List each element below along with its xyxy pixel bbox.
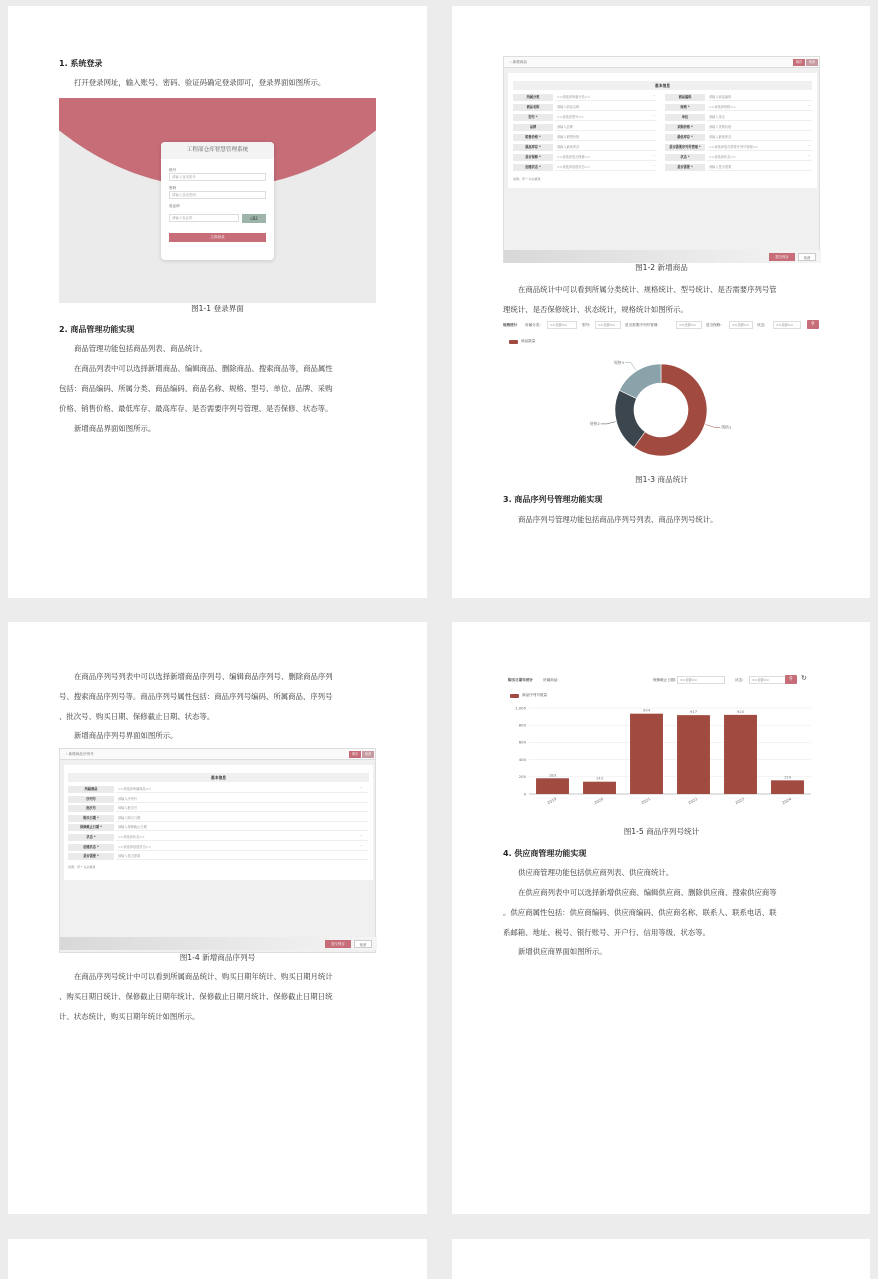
form-field-input[interactable]: 请输入是否需要 (707, 164, 812, 171)
paragraph-statistics (503, 280, 833, 320)
chevron-down-icon: ⌄ (653, 93, 656, 97)
form-field-input[interactable]: 请输入批次号 (116, 805, 368, 812)
slice-label: 规格1 (721, 424, 732, 430)
section-heading-serial: 3. 商品序列号管理功能实现 (503, 495, 603, 504)
password-label: 密码 (169, 186, 177, 190)
paragraph-line: 号、搜索商品序列号等。商品序列号属性包括：商品序列号编码、所属商品、序列号 (59, 692, 333, 701)
captcha-image[interactable]: cB2 (242, 214, 266, 223)
paragraph-line: 计、状态统计，购买日期年统计如图所示。 (59, 1012, 200, 1021)
form-field-input[interactable]: 请输入单位 (707, 114, 812, 121)
y-tick-label: 400 (518, 756, 526, 762)
pie-slice (619, 364, 661, 399)
section-heading-product: 2. 商品管理功能实现 (59, 325, 135, 334)
paragraph-line: 在商品序列号统计中可以看到所属商品统计、购买日期年统计、购买日期月统计 (74, 972, 333, 981)
figure-caption: 图1-5 商品序列号统计 (623, 827, 700, 836)
spec-stats-chart-figure (503, 320, 820, 470)
chevron-down-icon: ⌄ (360, 842, 363, 847)
form-header-title: 新增商品 (512, 60, 527, 64)
form-field-label: 最低库存 * (665, 134, 705, 141)
y-tick-label: 800 (518, 722, 526, 728)
filter-title: 规格统计 (503, 323, 518, 327)
paragraph-line: 包括：商品编码、所属分类、商品编码、商品名称、规格、型号、单位、品牌、采购 (59, 384, 333, 393)
login-title: 工程部仓库智慧管理系统 (161, 142, 274, 159)
slice-label-line (706, 425, 721, 428)
paragraph-line: 在商品序列号列表中可以选择新增商品序列号、编辑商品序列号、删除商品序列 (74, 672, 333, 681)
form-header-title: 新增商品序列号 (68, 752, 94, 756)
captcha-label: 验证码 (169, 204, 180, 208)
form-field-label: 单位 (665, 114, 705, 121)
paragraph-line: 。供应商属性包括：供应商编码、供应商编码、供应商名称、联系人、联系电话、联 (503, 908, 777, 917)
bar (771, 780, 804, 794)
x-tick-label: 2023 (734, 796, 746, 806)
figure-caption: 图1-1 登录界面 (191, 304, 244, 313)
x-tick-label: 2020 (593, 796, 605, 806)
paragraph-serial-statistics (59, 967, 389, 1027)
form-field-select[interactable]: ==请选择型号== (555, 114, 657, 121)
form-card (508, 73, 817, 188)
form-field-select[interactable]: ==请选择是否保修== (555, 154, 657, 161)
form-field-label: 规格 * (665, 104, 705, 111)
bar (677, 715, 710, 794)
cancel-button[interactable]: 取消 (806, 59, 818, 66)
form-field-input[interactable]: 请输入品牌 (555, 124, 657, 131)
section-heading-supplier: 4. 供应商管理功能实现 (503, 849, 587, 858)
form-field-select[interactable]: ==请选择状态== (707, 154, 812, 161)
form-field-label: 状态 * (68, 834, 114, 841)
form-header (60, 749, 375, 760)
form-field-label: 序列号 (68, 796, 114, 803)
bar (724, 715, 757, 794)
x-tick-label: 2022 (687, 796, 699, 806)
form-field-select[interactable]: ==请选择规格== (707, 104, 812, 111)
slice-label: 规格3 (613, 360, 624, 366)
form-field-label: 创建状态 * (513, 164, 553, 171)
paragraph-line: 在商品列表中可以选择新增商品、编辑商品、删除商品、搜索商品等，商品属性 (74, 364, 333, 373)
document-page-3 (8, 622, 427, 1214)
form-field-label: 品牌 (513, 124, 553, 131)
cancel-button[interactable]: 取消 (362, 751, 374, 758)
footer-cancel-button[interactable]: 取消 (354, 940, 372, 948)
captcha-input[interactable]: 请输入验证码 (169, 214, 239, 222)
bar-value-label: 934 (642, 707, 651, 713)
paragraph-line: 价格、销售价格、最低库存、最高库存、是否需要序列号管理、是否保修、状态等。 (59, 404, 333, 413)
form-field-label: 状态 * (665, 154, 705, 161)
paragraph: 新增供应商界面如图所示。 (518, 947, 607, 956)
figure-caption: 图1-4 新增商品序列号 (179, 953, 256, 962)
paragraph-supplier-attributes (503, 883, 833, 943)
section-heading-login: 1. 系统登录 (59, 59, 103, 68)
bar-value-label: 917 (689, 709, 698, 715)
filter-select[interactable] (563, 676, 621, 684)
form-field-select[interactable]: ==请选择所属分类== (555, 94, 657, 101)
slice-label-line (625, 363, 636, 371)
form-field-label: 商品编码 (665, 94, 705, 101)
form-field-select[interactable]: ==请选择创建状态== (555, 164, 657, 171)
form-field-input[interactable]: 请输入最高库存 (555, 144, 657, 151)
search-icon[interactable]: ⚲ (785, 675, 797, 684)
form-field-input[interactable]: 请输入购买日期 (116, 815, 368, 822)
x-tick-label: 2021 (640, 796, 652, 806)
legend-label: 商品序列号数量 (522, 693, 548, 697)
form-field-label: 创建状态 * (68, 844, 114, 851)
y-tick-label: 200 (518, 774, 526, 780)
form-note: 说明：带 * 为必填项 (68, 865, 96, 869)
figure-caption: 图1-3 商品统计 (635, 475, 688, 484)
form-field-input[interactable]: 请输入保修截止日期 (116, 824, 368, 831)
new-product-form-figure (503, 56, 820, 263)
filter-label: 型号: (582, 323, 591, 327)
form-field-input[interactable]: 请输入序列号 (116, 796, 368, 803)
section-title: 基本信息 (68, 773, 369, 782)
legend-label: 商品数量 (521, 339, 536, 343)
save-button[interactable]: 保存 (349, 751, 361, 758)
bar (536, 778, 569, 794)
paragraph-line: 理统计、是否保修统计、状态统计，规格统计如图所示。 (503, 305, 688, 314)
form-field-input[interactable]: 请输入采购价格 (707, 124, 812, 131)
form-field-input[interactable]: 请输入最低库存 (707, 134, 812, 141)
form-header (504, 57, 819, 68)
login-card (161, 142, 274, 260)
paragraph: 商品管理功能包括商品列表、商品统计。 (74, 344, 208, 353)
filter-label: 是否需要序列号管理: (625, 323, 659, 327)
form-field-label: 保修截止日期 * (68, 824, 114, 831)
chevron-down-icon: ⌄ (653, 153, 656, 157)
form-field-select[interactable]: ==请选择是否需要序列号管理== (707, 144, 812, 151)
form-card (64, 765, 373, 880)
document-page-4 (452, 622, 870, 1214)
form-field-label: 采购价格 * (665, 124, 705, 131)
filter-label: 所属商品: (543, 678, 559, 682)
form-field-select[interactable]: ==请选择所属商品== (116, 786, 368, 793)
paragraph-line: 系邮箱、地址、税号、银行账号、开户行、信用等级、状态等。 (503, 928, 710, 937)
account-label: 账号 (169, 168, 177, 172)
filter-label: 保修截止日期: (653, 678, 676, 682)
y-tick-label: 1,000 (515, 705, 526, 711)
login-screenshot-figure (59, 98, 376, 303)
password-input[interactable]: 请输入登录密码 (169, 191, 266, 199)
form-field-label: 最高库存 * (513, 144, 553, 151)
chevron-down-icon: ⌄ (808, 143, 811, 147)
purchase-year-chart-figure (503, 674, 820, 822)
paragraph-product-attributes (59, 359, 389, 419)
search-icon[interactable]: ⚲ (807, 320, 819, 329)
paragraph: 新增商品界面如图所示。 (74, 424, 156, 433)
filter-label: 是否保修: (706, 323, 722, 327)
chevron-down-icon: ⌄ (808, 153, 811, 157)
document-page-1 (8, 6, 427, 598)
slice-label-line (601, 422, 616, 424)
new-serial-form-figure (59, 748, 376, 953)
filter-select[interactable]: ==全部== (773, 321, 801, 329)
paragraph: 商品序列号管理功能包括商品序列号列表、商品序列号统计。 (518, 515, 718, 524)
form-field-label: 所属分类 (513, 94, 553, 101)
chevron-down-icon: ⌄ (653, 163, 656, 167)
x-tick-label: 2019 (546, 796, 558, 806)
submit-save-button[interactable]: 提交保存 (325, 940, 351, 948)
paragraph-line: 在供应商列表中可以选择新增供应商、编辑供应商、删除供应商、搜索供应商等 (518, 888, 777, 897)
chevron-down-icon: ⌄ (653, 113, 656, 117)
slice-label: 规格2 (589, 421, 600, 427)
login-button[interactable]: 立即登录 (169, 233, 266, 242)
filter-label: 状态: (735, 678, 744, 682)
filter-title: 购买日期年统计 (508, 678, 534, 682)
filter-label: 状态: (757, 323, 766, 327)
form-footer (60, 937, 377, 950)
paragraph-serial-attributes (59, 667, 389, 727)
form-field-input[interactable]: 请输入销售价格 (555, 134, 657, 141)
x-tick-label: 2024 (781, 796, 793, 806)
refresh-icon[interactable]: ↻ (801, 674, 807, 682)
form-field-input[interactable]: 请输入是否需要 (116, 853, 368, 860)
form-field-label: 是否需要 * (665, 164, 705, 171)
bar-chart (503, 702, 820, 822)
form-field-input[interactable]: 请输入商品编码 (707, 94, 812, 101)
form-field-select[interactable]: ==请选择状态== (116, 834, 368, 841)
form-field-label: 是否需要序列号管理 * (665, 144, 705, 151)
donut-chart (503, 340, 820, 470)
paragraph: 供应商管理功能包括供应商列表、供应商统计。 (518, 868, 674, 877)
form-field-label: 批次号 (68, 805, 114, 812)
document-page-5 (8, 1239, 427, 1279)
chevron-down-icon: ⌄ (808, 103, 811, 107)
filter-select[interactable]: ==全部== (595, 321, 621, 329)
form-field-label: 是否需要 * (68, 853, 114, 860)
y-tick-label: 600 (518, 739, 526, 745)
form-field-select[interactable]: ==请选择创建状态== (116, 844, 368, 851)
form-field-label: 型号 * (513, 114, 553, 121)
filter-select[interactable]: ==全部== (677, 676, 725, 684)
filter-select[interactable]: ==全部== (749, 676, 796, 684)
section-title: 基本信息 (513, 81, 812, 90)
account-input[interactable]: 请输入登录账号 (169, 173, 266, 181)
filter-select[interactable]: ==全部== (676, 321, 702, 329)
save-button[interactable]: 保存 (793, 59, 805, 66)
chevron-left-icon[interactable]: ‹ (66, 752, 69, 756)
bar-value-label: 920 (736, 708, 745, 714)
form-field-label: 商品名称 (513, 104, 553, 111)
submit-save-button[interactable]: 提交保存 (769, 253, 795, 261)
form-field-label: 是否保修 * (513, 154, 553, 161)
document-page-2 (452, 6, 870, 598)
chevron-down-icon: ⌄ (360, 785, 363, 789)
paragraph-line: 、批次号、购买日期、保修截止日期、状态等。 (59, 712, 215, 721)
paragraph-line: 在商品统计中可以看到所属分类统计、规格统计、型号统计、是否需要序列号管 (518, 285, 777, 294)
form-field-label: 所属商品 (68, 786, 114, 793)
bar-value-label: 143 (595, 775, 604, 781)
paragraph: 新增商品序列号界面如图所示。 (74, 731, 178, 740)
figure-caption: 图1-2 新增商品 (635, 263, 688, 272)
form-field-label: 购买日期 * (68, 815, 114, 822)
form-note: 说明：带 * 为必填项 (513, 177, 541, 181)
footer-cancel-button[interactable]: 取消 (798, 253, 816, 261)
form-field-label: 销售价格 * (513, 134, 553, 141)
document-page-6 (452, 1239, 870, 1279)
bar-value-label: 159 (783, 774, 792, 780)
legend-swatch (510, 694, 519, 698)
filter-select[interactable]: ==全部== (547, 321, 577, 329)
form-field-input[interactable]: 请输入商品名称 (555, 104, 657, 111)
bar (630, 714, 663, 794)
filter-select[interactable]: ==全部== (729, 321, 753, 329)
bar (583, 782, 616, 794)
filter-label: 所属分类: (525, 323, 541, 327)
chevron-left-icon[interactable]: ‹ (510, 60, 513, 64)
paragraph: 打开登录网址，输入账号、密码、验证码确定登录即可，登录界面如图所示。 (74, 78, 326, 87)
bar-value-label: 183 (548, 772, 557, 778)
paragraph-line: 、购买日期日统计、保修截止日期年统计、保修截止日期月统计、保修截止日期日统 (59, 992, 333, 1001)
chevron-down-icon: ⌄ (360, 833, 363, 837)
y-tick-label: 0 (523, 791, 526, 797)
